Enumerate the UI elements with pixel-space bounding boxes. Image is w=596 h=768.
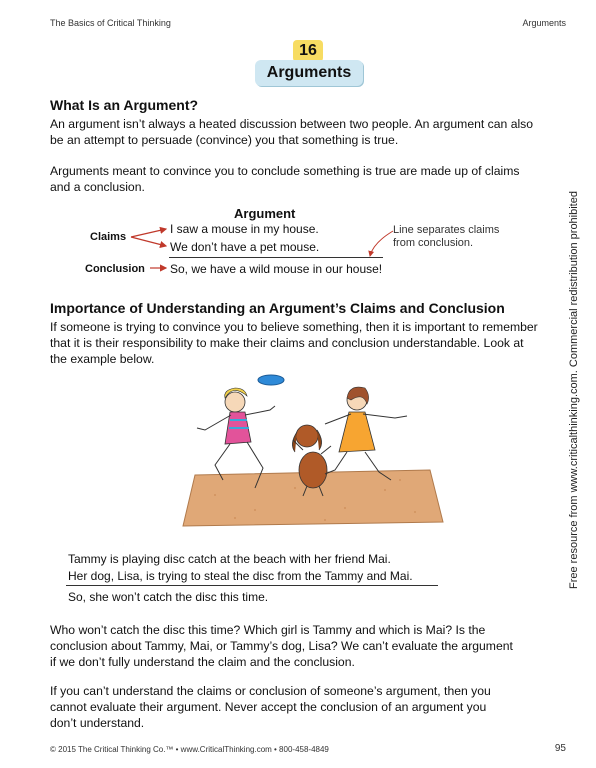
importance-paragraph xyxy=(50,319,570,367)
questions-paragraph xyxy=(50,622,570,670)
definition-line: Arguments meant to convince you to conclude something is true are made up of claims xyxy=(50,164,520,178)
girl-left-figure xyxy=(197,388,275,488)
importance-line: If someone is trying to convince you to believe something, then it is important to remember xyxy=(50,320,538,334)
questions-line: if we don’t fully understand the claim and the conclusion. xyxy=(50,655,355,669)
diagram-arrows xyxy=(0,0,596,290)
importance-line: the example below. xyxy=(50,352,155,366)
beach-illustration xyxy=(175,370,445,535)
girl-right-figure xyxy=(325,387,407,480)
questions-line: Who won’t catch the disc this time? Which girl is Tammy and which is Mai? Is the xyxy=(50,623,486,637)
definition-line: and a conclusion. xyxy=(50,180,145,194)
footer-copyright: © 2015 The Critical Thinking Co.™ • www.CriticalThinking.com • 800-458-4849 xyxy=(50,745,329,754)
claim-one: I saw a mouse in my house. xyxy=(170,222,319,236)
importance-line: that it is their responsibility to make their claims and conclusion understandable. Look at xyxy=(50,336,524,350)
diagram-title: Argument xyxy=(234,206,296,221)
claims-label: Claims xyxy=(90,231,127,243)
closing-line: cannot evaluate their argument. Never accept the conclusion of an argument you xyxy=(50,700,487,714)
note-arrow xyxy=(370,231,393,256)
closing-paragraph xyxy=(50,683,570,731)
claims-arrow-up xyxy=(131,229,166,237)
example-conclusion: So, she won’t catch the disc this time. xyxy=(68,590,269,604)
claims-arrow-down xyxy=(131,237,166,246)
running-header-right: Arguments xyxy=(522,18,566,28)
lesson-title: Arguments xyxy=(255,60,363,86)
intro-line: be an attempt to persuade (convince) you that something is true. xyxy=(50,133,399,147)
closing-line: If you can’t understand the claims or conclusion of someone’s argument, then you xyxy=(50,684,491,698)
example-separator-line xyxy=(66,585,438,586)
note-line: Line separates claims xyxy=(393,224,500,236)
flying-disc xyxy=(258,375,284,385)
example-claim-one: Tammy is playing disc catch at the beach with her friend Mai. xyxy=(68,552,391,566)
closing-line: don’t understand. xyxy=(50,716,145,730)
running-header-left: The Basics of Critical Thinking xyxy=(50,18,171,28)
example-claim-two: Her dog, Lisa, is trying to steal the disc from the Tammy and Mai. xyxy=(68,569,413,583)
section-heading-what-is-argument: What Is an Argument? xyxy=(50,97,199,113)
conclusion-text: So, we have a wild mouse in our house! xyxy=(170,262,383,276)
conclusion-label: Conclusion xyxy=(85,263,145,275)
side-copyright-notice: Free resource from www.criticalthinking.com. Commercial redistribution prohibited xyxy=(568,191,580,589)
questions-line: conclusion about Tammy, Mai, or Tammy’s dog, Lisa? We can’t evaluate the argument xyxy=(50,639,513,653)
page-number: 95 xyxy=(554,743,566,754)
section-heading-importance: Importance of Understanding an Argument’s Claims and Conclusion xyxy=(50,300,505,316)
lesson-number-badge: 16 xyxy=(293,40,323,62)
note-line: from conclusion. xyxy=(393,237,474,249)
claim-two: We don’t have a pet mouse. xyxy=(170,240,320,254)
intro-line: An argument isn’t always a heated discussion between two people. An argument can also xyxy=(50,117,534,131)
